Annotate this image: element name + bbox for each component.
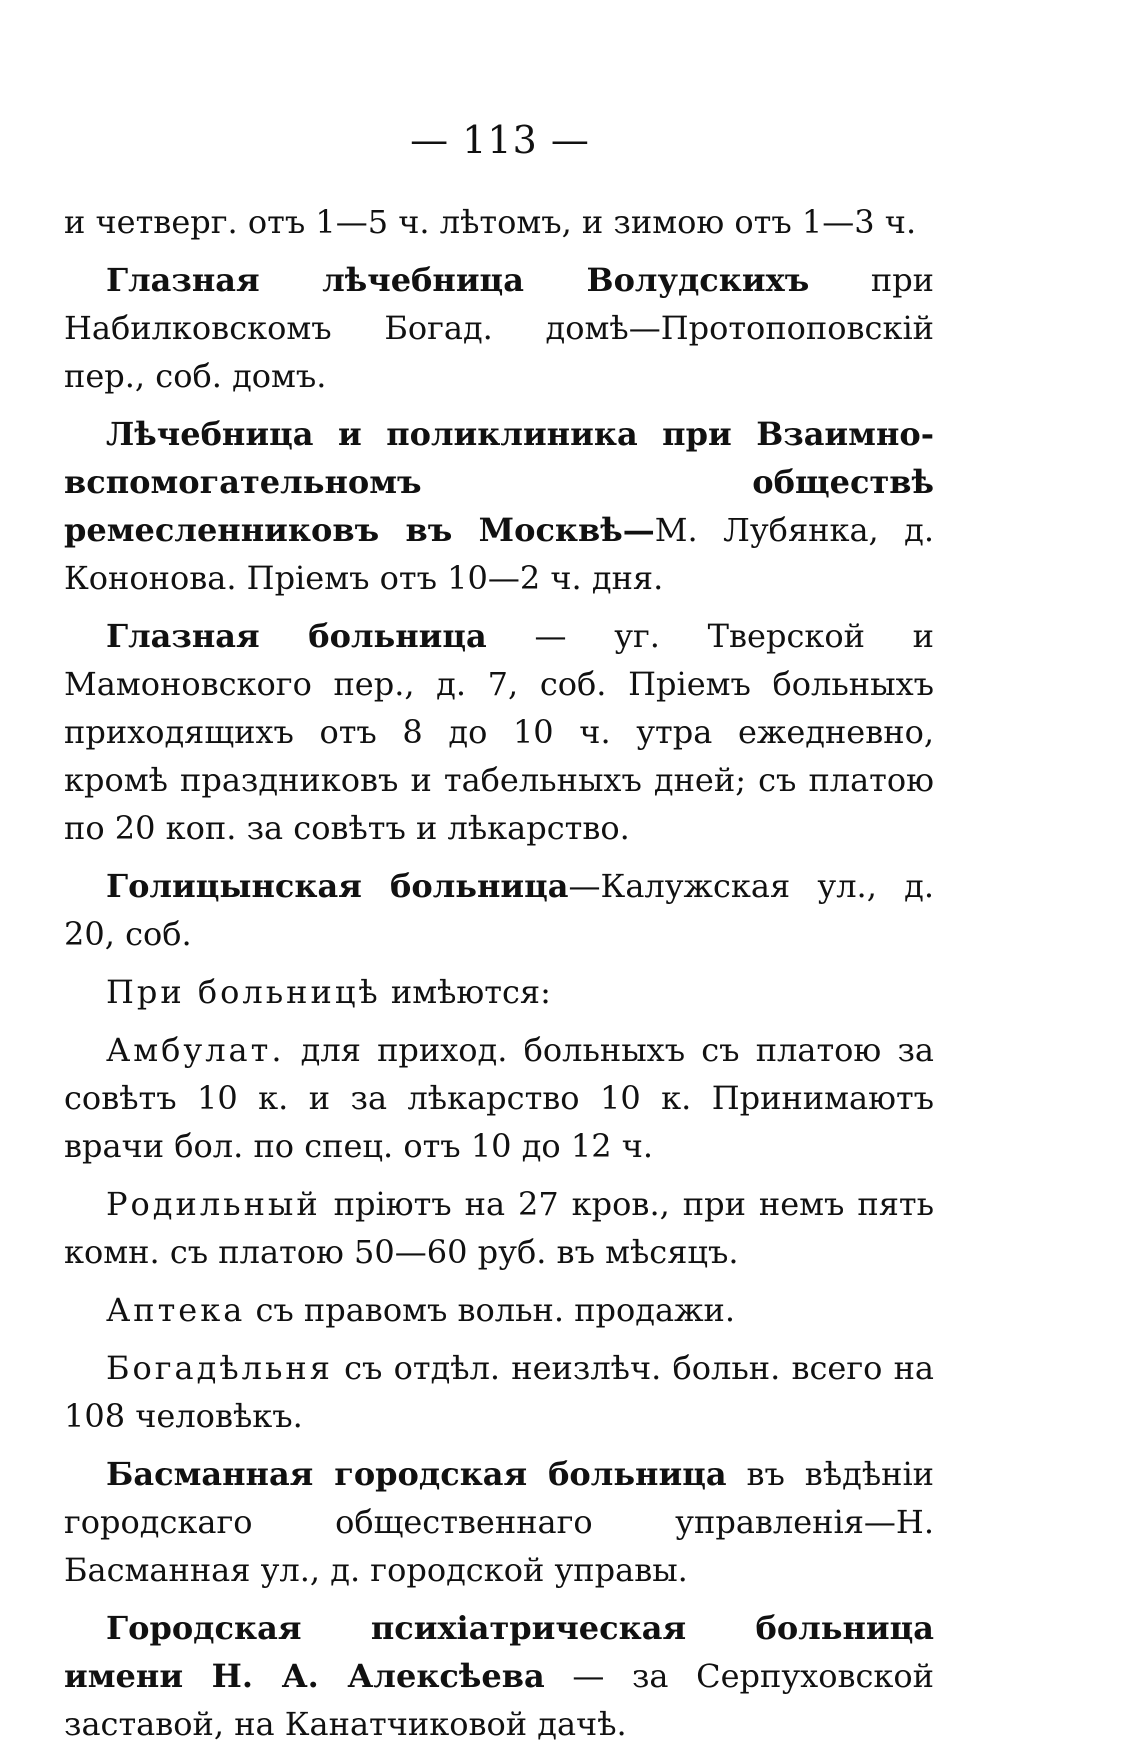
entry-text: — уг. Тверской и Мамоновского пер., д. 7, соб. Пріемъ больныхъ приходящихъ отъ 8 до 10 ч. утра ежедневно, кромѣ праздниковъ и табельныхъ дней; съ платою по 20 коп. за совѣтъ и лѣкарство. — [64, 617, 935, 847]
entry-continuation — [64, 198, 934, 246]
entry-basmannaya-hospital — [64, 1450, 934, 1594]
entry-text: М. Лубянка, д. Кононова. Пріемъ отъ 10—2 ч. дня. — [64, 511, 935, 597]
entry-pharmacy — [64, 1286, 934, 1334]
entry-psychiatric-hospital — [64, 1604, 934, 1748]
entry-text: и четверг. отъ 1—5 ч. лѣтомъ, и зимою отъ 1—3 ч. — [64, 203, 917, 241]
entry-lead: Амбулат. — [106, 1031, 285, 1069]
entry-ambulatory — [64, 1026, 934, 1170]
entry-lead: Богадѣльня — [106, 1349, 333, 1387]
entry-hospital-facilities — [64, 968, 934, 1016]
entry-lead: Аптека — [106, 1291, 246, 1329]
entry-name: Глазная больница — [106, 617, 487, 655]
entry-text: для приход. больныхъ съ платою за совѣтъ 10 к. и за лѣкарство 10 к. Принимаютъ врачи бол. по спец. отъ 10 до 12 ч. — [64, 1031, 934, 1165]
entry-text: съ отдѣл. неизлѣч. больн. всего на 108 человѣкъ. — [64, 1349, 934, 1435]
entry-name: Городская психіатрическая больница имени Н. А. Алексѣева — [64, 1609, 934, 1695]
entry-text: въ вѣдѣніи городскаго общественнаго управленія—Н. Басманная ул., д. городской управы. — [64, 1455, 935, 1589]
entry-name: Голицынская больница — [106, 867, 569, 905]
entry-golitsyn-hospital — [64, 862, 934, 958]
entry-almshouse — [64, 1344, 934, 1440]
entry-text: —Калужская ул., д. 20, соб. — [64, 867, 935, 953]
entry-lead: При больницѣ — [106, 973, 381, 1011]
entry-lead: Родильный — [106, 1185, 321, 1223]
entry-eye-clinic-voludskih — [64, 256, 934, 400]
entry-name: Басманная городская больница — [106, 1455, 727, 1493]
entry-name: Глазная лѣчебница Волудскихъ — [106, 261, 810, 299]
entry-craftsmen-clinic — [64, 410, 934, 602]
entry-text: съ правомъ вольн. продажи. — [245, 1291, 735, 1329]
entry-text: имѣются: — [380, 973, 551, 1011]
text-column — [64, 198, 934, 1758]
entry-eye-hospital — [64, 612, 934, 852]
entry-text: при Набилковскомъ Богад. домѣ—Протопоповскій пер., соб. домъ. — [64, 261, 934, 395]
entry-text: — за Серпуховской заставой, на Канатчиковой дачѣ. — [64, 1657, 935, 1743]
entry-name: Лѣчебница и поликлиника при Взаимно-вспомогательномъ обществѣ ремесленниковъ въ Москвѣ— — [64, 415, 934, 549]
page-number: — 113 — — [410, 118, 590, 162]
entry-maternity-shelter — [64, 1180, 934, 1276]
entry-text: пріютъ на 27 кров., при немъ пять комн. съ платою 50—60 руб. въ мѣсяцъ. — [64, 1185, 934, 1271]
